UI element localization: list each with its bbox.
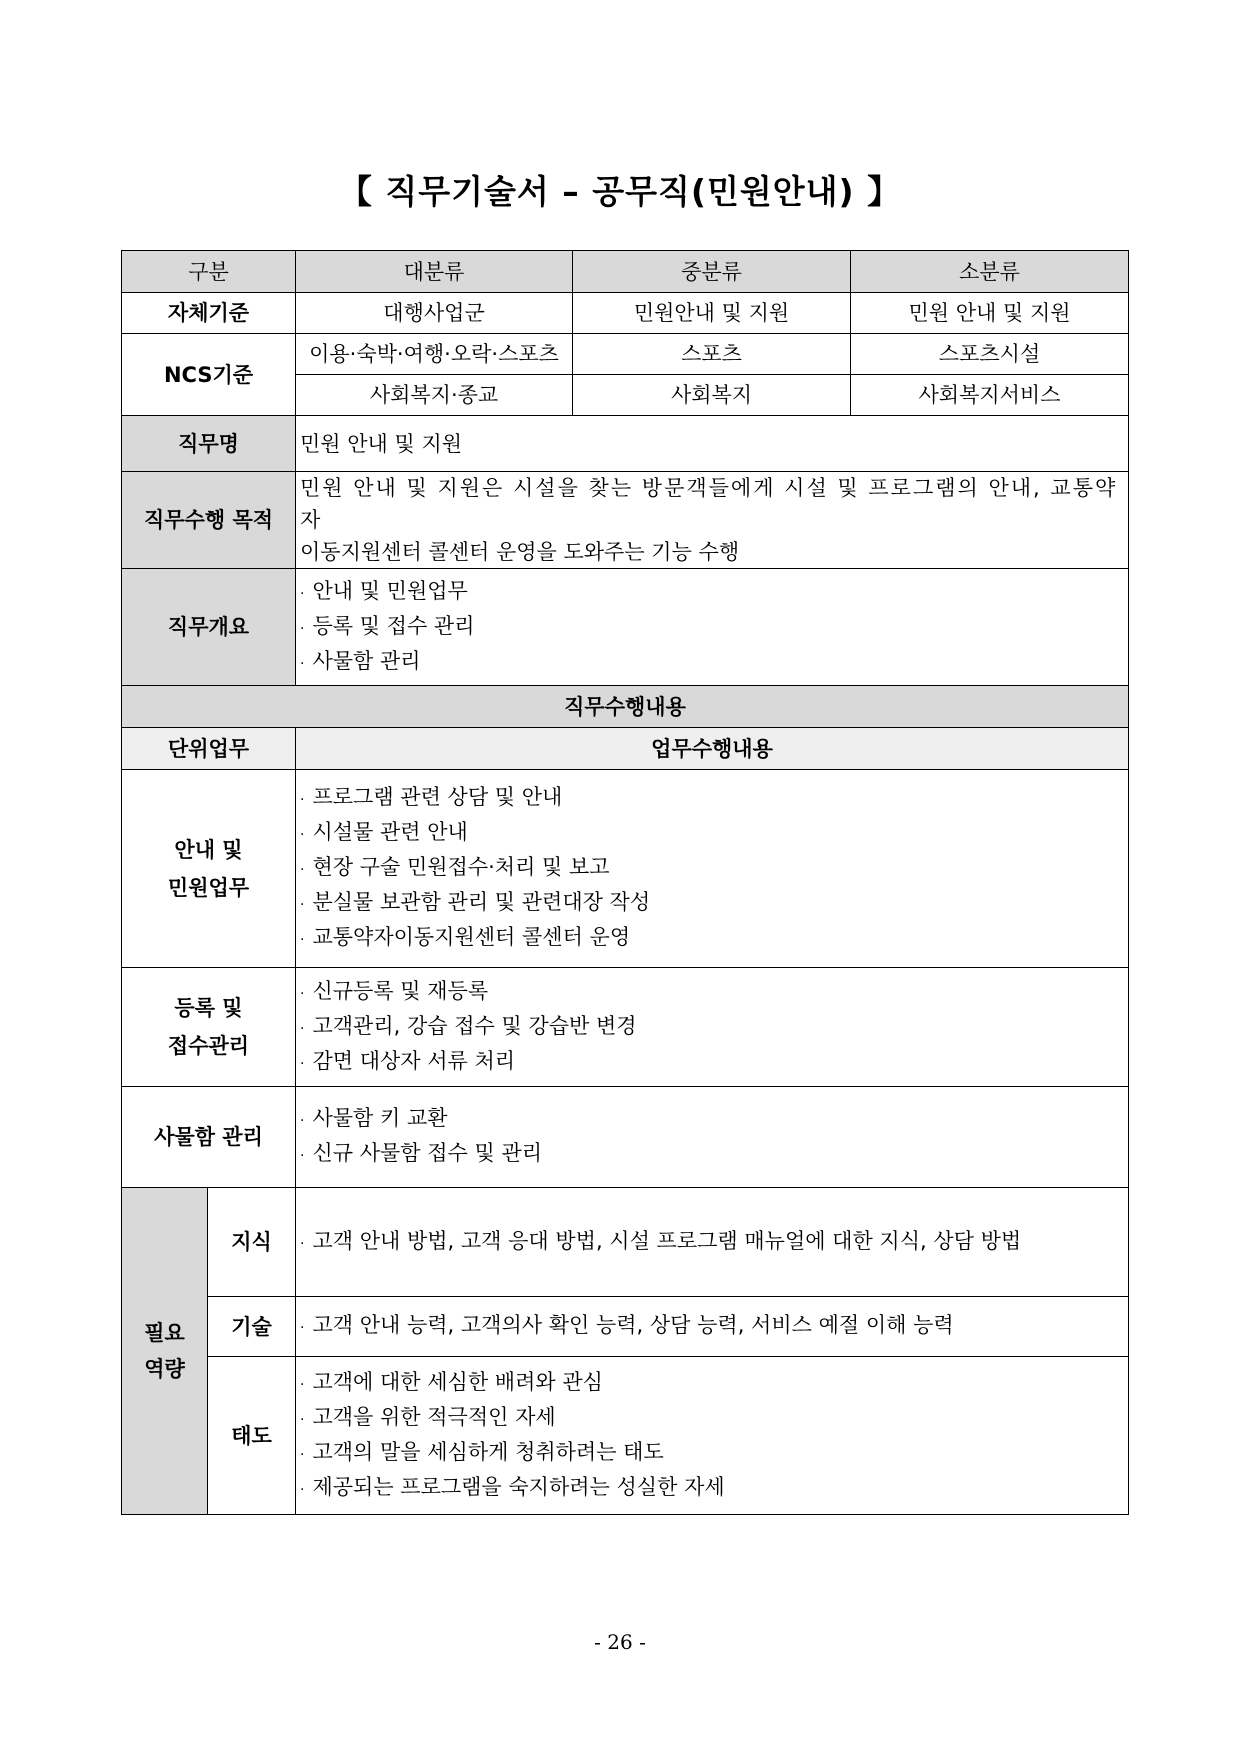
page-title: 【 직무기술서 – 공무직(민원안내) 】 — [338, 172, 902, 211]
ncs-major-2: 사회복지·종교 — [296, 375, 573, 416]
ncs-middle-1: 스포츠 — [573, 334, 851, 375]
ncs-minor-1: 스포츠시설 — [851, 334, 1129, 375]
duty-unit-row — [122, 968, 1129, 1087]
page-number: - 26 - — [594, 1630, 646, 1654]
competency-skill-row — [122, 1297, 1129, 1357]
competency-knowledge-label: 지식 — [208, 1188, 296, 1297]
competency-knowledge-items — [296, 1188, 1129, 1297]
list-item: · 등록 및 접수 관리 — [300, 613, 475, 638]
self-standard-major: 대행사업군 — [296, 293, 573, 334]
job-purpose-label: 직무수행 목적 — [122, 472, 296, 569]
job-purpose-value — [296, 472, 1129, 569]
duty-unit-name: 등록 및 접수관리 — [122, 968, 296, 1087]
job-overview-label: 직무개요 — [122, 569, 296, 686]
competency-attitude-row — [122, 1357, 1129, 1515]
list-item: · 고객 안내 능력, 고객의사 확인 능력, 상담 능력, 서비스 예절 이해 능력 — [300, 1313, 954, 1337]
list-item: · 고객의 말을 세심하게 청취하려는 태도 — [300, 1439, 664, 1464]
duty-unit-items — [296, 1087, 1129, 1188]
list-item: · 사물함 관리 — [300, 648, 421, 673]
list-item: · 사물함 키 교환 — [300, 1106, 448, 1130]
self-standard-minor: 민원 안내 및 지원 — [851, 293, 1129, 334]
competency-label: 필요 역량 — [122, 1188, 208, 1515]
ncs-middle-2: 사회복지 — [573, 375, 851, 416]
self-standard-row — [122, 293, 1129, 334]
duty-unit-items — [296, 770, 1129, 968]
job-purpose-row — [122, 472, 1129, 569]
list-item: · 고객을 위한 적극적인 자세 — [300, 1404, 556, 1429]
list-item: · 안내 및 민원업무 — [300, 578, 468, 603]
job-overview-row — [122, 569, 1129, 686]
ncs-row-1 — [122, 334, 1129, 375]
job-description-table — [121, 250, 1129, 1515]
header-category: 구분 — [122, 251, 296, 293]
duty-unit-row — [122, 1087, 1129, 1188]
job-purpose-line-1: 민원 안내 및 지원은 시설을 찾는 방문객들에게 시설 및 프로그램의 안내, 교통약자 — [300, 476, 1118, 532]
competency-skill-label: 기술 — [208, 1297, 296, 1357]
ncs-minor-2: 사회복지서비스 — [851, 375, 1129, 416]
self-standard-middle: 민원안내 및 지원 — [573, 293, 851, 334]
list-item: · 시설물 관련 안내 — [300, 820, 468, 844]
duties-unit-header: 단위업무 — [122, 728, 296, 770]
list-item: · 감면 대상자 서류 처리 — [300, 1048, 516, 1073]
job-overview-list — [296, 569, 1129, 686]
list-item: · 신규 사물함 접수 및 관리 — [300, 1141, 543, 1165]
list-item: · 고객관리, 강습 접수 및 강습반 변경 — [300, 1013, 637, 1038]
duty-unit-items — [296, 968, 1129, 1087]
job-name-label: 직무명 — [122, 416, 296, 472]
list-item: · 현장 구술 민원접수·처리 및 보고 — [300, 855, 610, 879]
list-item: · 교통약자이동지원센터 콜센터 운영 — [300, 925, 631, 949]
header-minor: 소분류 — [851, 251, 1129, 293]
header-major: 대분류 — [296, 251, 573, 293]
list-item: · 프로그램 관련 상담 및 안내 — [300, 785, 563, 809]
list-item: · 신규등록 및 재등록 — [300, 978, 489, 1003]
header-middle: 중분류 — [573, 251, 851, 293]
list-item: · 고객 안내 방법, 고객 응대 방법, 시설 프로그램 매뉴얼에 대한 지식, 상담 방법 — [300, 1228, 1022, 1253]
duties-section-title: 직무수행내용 — [122, 686, 1129, 728]
competency-attitude-items — [296, 1357, 1129, 1515]
duty-unit-name: 안내 및 민원업무 — [122, 770, 296, 968]
list-item: · 제공되는 프로그램을 숙지하려는 성실한 자세 — [300, 1474, 725, 1499]
duties-header-row — [122, 728, 1129, 770]
job-name-row — [122, 416, 1129, 472]
competency-skill-items — [296, 1297, 1129, 1357]
self-standard-label: 자체기준 — [122, 293, 296, 334]
job-purpose-line-2: 이동지원센터 콜센터 운영을 도와주는 기능 수행 — [300, 540, 740, 564]
duty-unit-name: 사물함 관리 — [122, 1087, 296, 1188]
ncs-standard-label: NCS기준 — [122, 334, 296, 416]
header-row — [122, 251, 1129, 293]
ncs-major-1: 이용·숙박·여행·오락·스포츠 — [296, 334, 573, 375]
list-item: · 고객에 대한 세심한 배려와 관심 — [300, 1369, 603, 1394]
duty-unit-row — [122, 770, 1129, 968]
duties-content-header: 업무수행내용 — [296, 728, 1129, 770]
competency-knowledge-row — [122, 1188, 1129, 1297]
job-name-value: 민원 안내 및 지원 — [296, 416, 1129, 472]
competency-attitude-label: 태도 — [208, 1357, 296, 1515]
duties-section-row — [122, 686, 1129, 728]
list-item: · 분실물 보관함 관리 및 관련대장 작성 — [300, 890, 651, 914]
